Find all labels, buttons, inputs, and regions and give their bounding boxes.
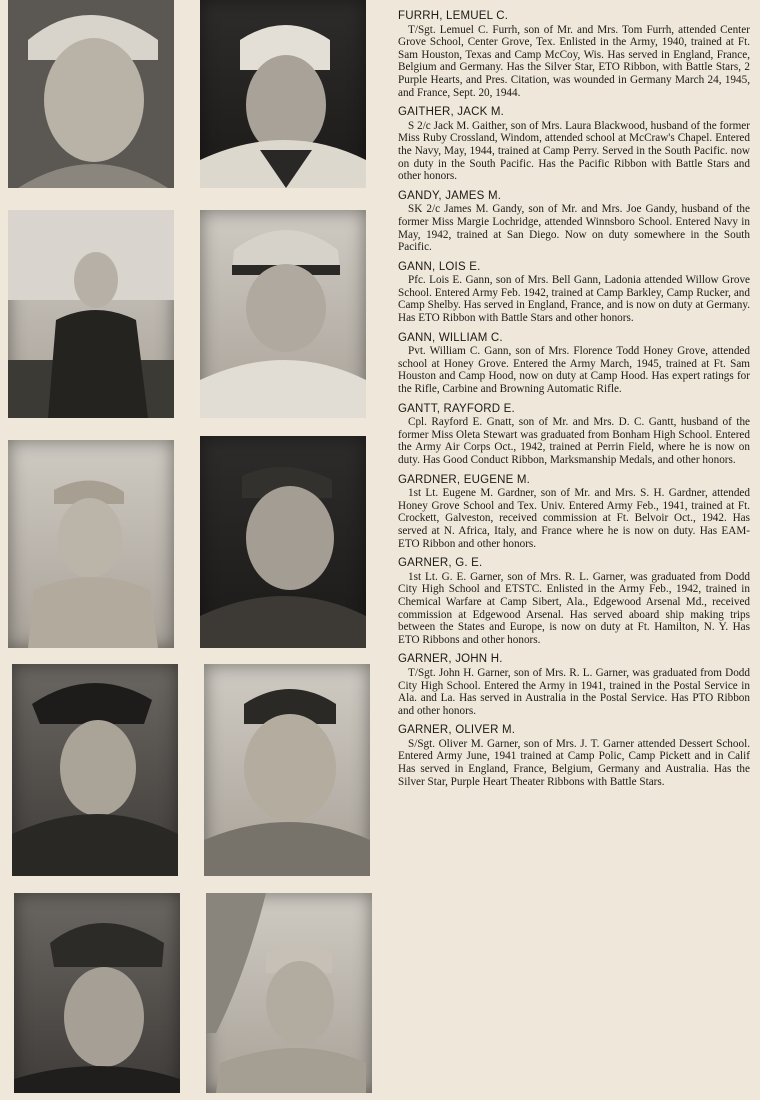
portrait-photo-gandy-right xyxy=(200,210,366,418)
entry-name: GANDY, JAMES M. xyxy=(398,189,502,202)
entry-gann-lois xyxy=(398,261,750,325)
portrait-photo-garner-john xyxy=(14,893,180,1093)
entry-name: GANTT, RAYFORD E. xyxy=(398,402,515,415)
portrait-photo-furrh xyxy=(8,0,174,188)
entry-garner-ge xyxy=(398,557,750,646)
entry-bio: T/Sgt. John H. Garner, son of Mrs. R. L. Garner, was graduated from Dodd City High School. Entered the Army in 1941, trained in the Postal Service in Ala. and La. Has served in Australia in the Postal Service. Has PTO Ribbon and other honors. xyxy=(398,666,750,717)
entry-gaither xyxy=(398,106,750,183)
entry-bio: S 2/c Jack M. Gaither, son of Mrs. Laura Blackwood, husband of the former Miss Ruby Crossland, Windom, attended school at McCraw's Chapel. Entered the Navy, May, 1944, trained at Camp Perry. Served in the South Pacific. now on duty in the South Pacific. Has the Pacific Ribbon with Battle Stars and other honors. xyxy=(398,119,750,183)
entry-gandy xyxy=(398,190,750,254)
entry-bio: T/Sgt. Lemuel C. Furrh, son of Mr. and Mrs. Tom Furrh, attended Center Grove School, Center Grove, Tex. Enlisted in the Army, 1940, trained at Ft. Sam Houston, Texas and Camp McCoy, Wis. Has served in England, France, Belgium and Germany. Has the Silver Star, ETO Ribbon, with Battle Stars, 2 Purple Hearts, and Pres. Citation, was wounded in Germany March 24, 1945, and France, Sept. 20, 1944. xyxy=(398,23,750,99)
portrait-photo-gann-william xyxy=(200,436,366,648)
entry-name: GAITHER, JACK M. xyxy=(398,106,505,119)
entry-bio: Pfc. Lois E. Gann, son of Mrs. Bell Gann, Ladonia attended Willow Grove School. Entered Army Feb. 1942, trained at Camp Barkley, Camp Rucker, and Camp Shelby. Has served in England, France, and is now on duty at Germany. Has ETO Ribbon with Battle Stars and other honors. xyxy=(398,274,750,325)
entry-garner-oliver xyxy=(398,724,750,788)
entry-name: GARNER, G. E. xyxy=(398,557,483,570)
entry-name: GARNER, OLIVER M. xyxy=(398,724,516,737)
entry-name: GARDNER, EUGENE M. xyxy=(398,473,531,486)
entry-gantt xyxy=(398,403,750,467)
entry-bio: S/Sgt. Oliver M. Garner, son of Mrs. J. T. Garner attended Dessert School. Entered Army June, 1941 trained at Camp Polic, Camp Pickett and in Calif Has served in England, France, Belgium, Germany and Australia. Has the Silver Star, Purple Heart Theater Ribbons with Battle Stars. xyxy=(398,737,750,788)
portrait-photo-gardner-left xyxy=(12,664,178,876)
entry-garner-john xyxy=(398,653,750,717)
entry-gann-william xyxy=(398,332,750,396)
entry-gardner xyxy=(398,474,750,551)
entry-bio: Cpl. Rayford E. Gnatt, son of Mr. and Mrs. D. C. Gantt, husband of the former Miss Oleta Stewart was graduated from Bonham High School. Entered the Army Air Corps Oct., 1942, trained at Perrin Field, where he is now on duty. Has Good Conduct Ribbon, Marksmanship Medals, and other honors. xyxy=(398,416,750,466)
entry-bio: Pvt. William C. Gann, son of Mrs. Florence Todd Honey Grove, attended school at Honey Grove. Entered the Army March, 1945, trained at Ft. Sam Houston and Camp Hood, now on duty at Camp Hood. Has expert ratings for the Rifle, Carbine and Browning Automatic Rifle. xyxy=(398,345,750,396)
entry-bio: 1st Lt. Eugene M. Gardner, son of Mr. and Mrs. S. H. Gardner, attended Honey Grove School and Tex. Univ. Entered Army Feb., 1941, trained at Ft. Crockett, Galveston, received commission at Ft. Belvoir Oct., 1942. Has served at N. Africa, Italy, and France where he is now on duty. Has EAM-ETO Ribbon and other honors. xyxy=(398,487,750,550)
entry-bio: 1st Lt. G. E. Garner, son of Mrs. R. L. Garner, was graduated from Dodd City High School and ETSTC. Enlisted in the Army Feb., 1942, trained in Chemical Warfare at Camp Sibert, Ala., Edgewood Arsenal Md., received commission at Edgewood Arsenal. Has served aboard ship making trips between the States and Europe, is now on duty at Ft. Hamilton, N. Y. Has ETO Ribbons and other honors. xyxy=(398,570,750,646)
portrait-photo-gandy-left xyxy=(8,210,174,418)
biography-column xyxy=(398,10,750,795)
entry-name: GANN, WILLIAM C. xyxy=(398,331,503,344)
entry-bio: SK 2/c James M. Gandy, son of Mr. and Mrs. Joe Gandy, husband of the former Miss Margie Lochridge, attended Winnsboro School. Entered Navy in May, 1942, trained at San Diego. Now on duty somewhere in the South Pacific. xyxy=(398,203,750,254)
entry-name: FURRH, LEMUEL C. xyxy=(398,10,509,22)
portrait-photo-gann-lois xyxy=(8,440,174,648)
entry-name: GARNER, JOHN H. xyxy=(398,653,503,666)
entry-furrh xyxy=(398,10,750,99)
portrait-photo-gaither xyxy=(200,0,366,188)
portrait-photo-garner-oliver xyxy=(206,893,372,1093)
entry-name: GANN, LOIS E. xyxy=(398,260,481,273)
portrait-photo-gardner-right xyxy=(204,664,370,876)
